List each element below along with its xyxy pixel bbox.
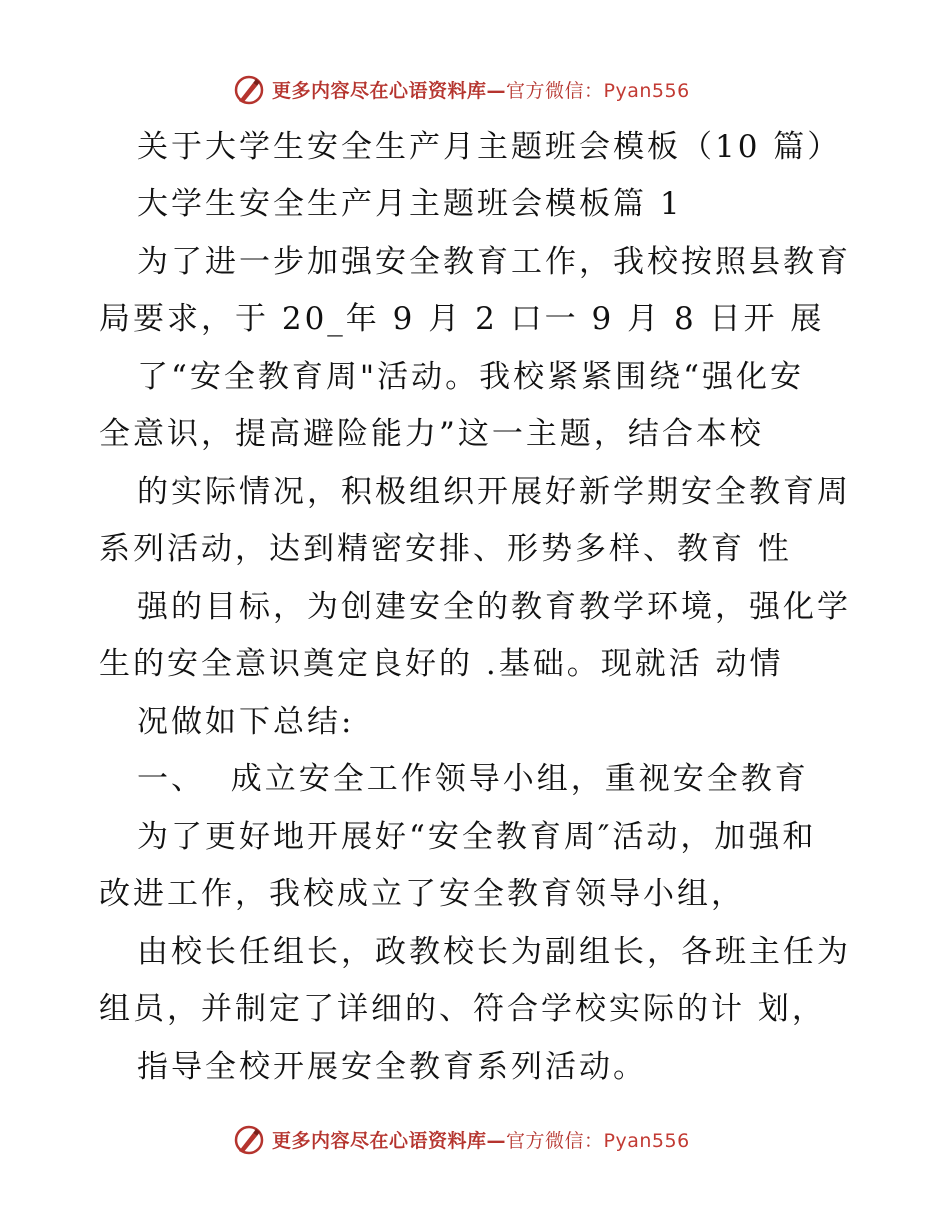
paragraph-line: 指导全校开展安全教育系列活动。 xyxy=(137,1049,647,1085)
paragraph-line: 系列活动，达到精密安排、形势多样、教育 性 xyxy=(99,531,792,567)
paragraph-line: 组员，并制定了详细的、符合学校实际的计 划， xyxy=(99,991,826,1027)
paragraph-line: 为了更好地开展好“安全教育周″活动，加强和 xyxy=(137,819,817,855)
header-banner xyxy=(0,70,950,110)
banner-official: 官方微信： xyxy=(506,1130,604,1152)
banner-text xyxy=(272,1126,690,1153)
banner-wechat-id: Pyan556 xyxy=(603,80,690,102)
pen-circle-logo-icon xyxy=(233,74,265,106)
paragraph-line: 局要求，于 20_年 9 月 2 口一 9 月 8 日开 展 xyxy=(99,301,825,337)
banner-dash: — xyxy=(486,80,507,102)
paragraph-line: 强的目标，为创建安全的教育教学环境，强化学 xyxy=(137,589,851,625)
banner-official: 官方微信： xyxy=(506,80,604,102)
paragraph-line: 的实际情况，积极组织开展好新学期安全教育周 xyxy=(137,474,851,510)
paragraph-line: 由校长任组长，政教校长为副组长，各班主任为 xyxy=(137,934,851,970)
banner-wechat-id: Pyan556 xyxy=(603,1130,690,1152)
banner-promo: 更多内容尽在心语资料库 xyxy=(272,1130,487,1152)
banner-dash: — xyxy=(486,1130,507,1152)
banner-text xyxy=(272,76,690,103)
footer-banner xyxy=(0,1120,950,1160)
paragraph-line: 为了进一步加强安全教育工作，我校按照县教育 xyxy=(137,244,851,280)
banner-promo: 更多内容尽在心语资料库 xyxy=(272,80,487,102)
pen-circle-logo-icon xyxy=(233,1124,265,1156)
document-subtitle: 大学生安全生产月主题班会模板篇 1 xyxy=(137,186,683,222)
paragraph-line: 全意识，提高避险能力”这一主题，结合本校 xyxy=(99,416,764,452)
paragraph-line: 况做如下总结: xyxy=(137,704,355,740)
section-heading: 一、 成立安全工作领导小组，重视安全教育 xyxy=(137,761,809,797)
paragraph-line: 了“安全教育周"活动。我校紧紧围绕“强化安 xyxy=(137,359,804,395)
paragraph-line: 改进工作，我校成立了安全教育领导小组， xyxy=(99,876,745,912)
document-title: 关于大学生安全生产月主题班会模板（10 篇） xyxy=(137,129,842,165)
paragraph-line: 生的安全意识奠定良好的 .基础。现就活 动情 xyxy=(99,646,784,682)
